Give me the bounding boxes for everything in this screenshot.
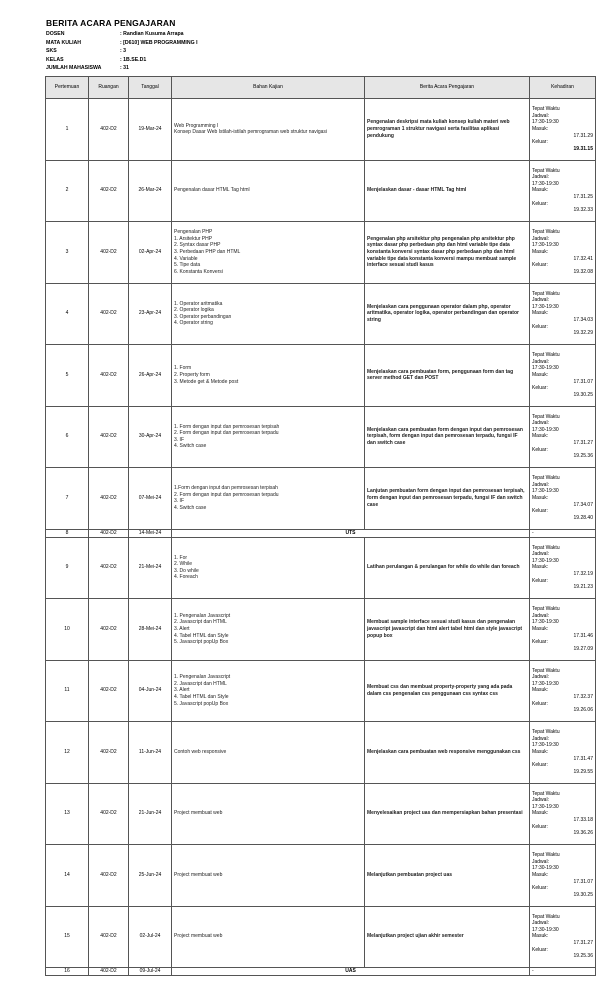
cell-kehadiran [530,783,596,845]
bahan-line: 1.Form dengan input dan pemrosesan terpisah [174,485,278,492]
checkout-label: Keluar: [532,885,548,892]
bahan-line: 2. Form dengan input dan pemrosesan terpadu [174,491,279,498]
cell-kehadiran [530,660,596,722]
cell-berita-acara: Menjelaskan cara penggunaan operator dalam php, operator aritmatika, operator logika, operator perbandingan dan operator string [365,283,530,345]
bahan-line: 3. Alert [174,625,190,632]
bahan-line: 2. Syntax dasar PHP [174,242,221,249]
cell-kehadiran-dash: - [530,968,596,976]
info-key: SKS [46,48,57,55]
schedule-label: Jadwal: [532,481,549,488]
cell-tanggal: 30-Apr-24 [129,406,172,468]
table-row [46,845,596,907]
cell-pertemuan: 1 [46,99,89,161]
cell-bahan-kajian [172,845,365,907]
schedule-label: Jadwal: [532,235,549,242]
bahan-line: 4. Tabel HTML dan Style [174,694,229,701]
bahan-line: 1. Form dengan input dan pemrosesan terpisah [174,423,280,430]
bahan-line: 3. Do while [174,567,199,574]
checkout-label: Keluar: [532,823,548,830]
checkout-label: Keluar: [532,508,548,515]
cell-berita-acara: Menyelesaikan project uas dan mempersiapkan bahan presentasi [365,783,530,845]
cell-bahan-kajian [172,537,365,599]
cell-pertemuan: 16 [46,968,89,976]
bahan-line: 6. Konstanta Konversi [174,268,223,275]
info-value: : 1B.SE.D1 [120,56,147,63]
cell-berita-acara: Menjelaskan dasar - dasar HTML Tag html [365,160,530,222]
checkout-time: 19.31.15 [573,145,593,152]
cell-berita-acara: Pengenalan php arsitektur php pengenalan php arsitektur php syntax dasar php perbedaan php dan html variable tipe data konstanta konversi syntax dasar php perbedaan php dan html variable tipe data konstanta konversi mampu membuat sample interface sesuai studi kasus [365,222,530,284]
cell-berita-acara: Pengenalan deskripsi mata kuliah konsep kuliah materi web pemrograman 1 struktur navigasi serta fasilitas aplikasi pendukung [365,99,530,161]
cell-ruangan: 402-D2 [89,968,129,976]
cell-pertemuan: 5 [46,345,89,407]
checkout-time: 19.32.29 [573,330,593,337]
schedule-time: 17:30-19:30 [532,680,559,687]
cell-ruangan: 402-D2 [89,599,129,661]
bahan-line: 4. Variable [174,255,198,262]
cell-pertemuan: 12 [46,722,89,784]
attendance-status: Tepat Waktu [532,167,560,174]
bahan-line: 2. Form dengan input dan pemrosesan terpadu [174,430,279,437]
checkout-time: 19.30.25 [573,891,593,898]
cell-pertemuan: 4 [46,283,89,345]
schedule-label: Jadwal: [532,420,549,427]
schedule-label: Jadwal: [532,358,549,365]
cell-exam-label: UTS [172,529,530,537]
cell-pertemuan: 7 [46,468,89,530]
checkout-label: Keluar: [532,262,548,269]
checkin-time: 17.31.27 [573,440,593,447]
bahan-line: 3. IF [174,436,185,443]
header-pertemuan: Pertemuan [46,77,89,99]
cell-ruangan: 402-D2 [89,537,129,599]
bahan-line: 3. Alert [174,687,190,694]
schedule-time: 17:30-19:30 [532,557,559,564]
cell-berita-acara: Melanjutkan project ujian akhir semester [365,906,530,968]
table-header-row [46,77,596,99]
cell-pertemuan: 14 [46,845,89,907]
cell-bahan-kajian [172,99,365,161]
attendance-status: Tepat Waktu [532,352,560,359]
bahan-line: 1. Operator aritmatika [174,300,223,307]
cell-ruangan: 402-D2 [89,160,129,222]
cell-berita-acara: Menjelaskan cara pembuatan web responsive menggunakan css [365,722,530,784]
document-title: BERITA ACARA PENGAJARAN [46,18,176,28]
cell-berita-acara: Lanjutan pembuatan form dengan input dan pemrosesan terpisah, form dengan input dan pemrosesan terpadu, fungsi IF dan switch case [365,468,530,530]
checkout-time: 19.26.06 [573,707,593,714]
checkout-label: Keluar: [532,200,548,207]
bahan-line: 5. Javascript popUp Box [174,700,229,707]
attendance-status: Tepat Waktu [532,852,560,859]
cell-tanggal: 07-Mei-24 [129,468,172,530]
checkout-time: 19.25.36 [573,953,593,960]
checkin-label: Masuk: [532,810,549,817]
cell-bahan-kajian [172,722,365,784]
schedule-label: Jadwal: [532,297,549,304]
table-row [46,660,596,722]
cell-bahan-kajian [172,660,365,722]
cell-ruangan: 402-D2 [89,845,129,907]
cell-kehadiran [530,537,596,599]
cell-kehadiran [530,845,596,907]
cell-kehadiran [530,599,596,661]
cell-pertemuan: 9 [46,537,89,599]
bahan-line: Project membuat web [174,810,223,817]
schedule-label: Jadwal: [532,674,549,681]
schedule-time: 17:30-19:30 [532,865,559,872]
checkin-label: Masuk: [532,433,549,440]
checkout-label: Keluar: [532,762,548,769]
bahan-line: Konsep Dasar Web Istilah-istilah pemrograman web struktur navigasi [174,129,328,136]
schedule-label: Jadwal: [532,735,549,742]
cell-berita-acara: Menjelaskan cara pembuatan form, penggunaan form dan tag server method GET dan POST [365,345,530,407]
cell-tanggal: 26-Mar-24 [129,160,172,222]
bahan-line: 1. Arsitektur PHP [174,235,213,242]
header-bahan-kajian: Bahan Kajian [172,77,365,99]
schedule-label: Jadwal: [532,920,549,927]
bahan-line: 1. Form [174,365,192,372]
bahan-line: Project membuat web [174,933,223,940]
cell-berita-acara: Latihan perulangan & perulangan for while do while dan foreach [365,537,530,599]
bahan-line: 2. While [174,561,193,568]
checkin-label: Masuk: [532,933,549,940]
header-ruangan: Ruangan [89,77,129,99]
bahan-line: 4. Tabel HTML dan Style [174,632,229,639]
checkout-label: Keluar: [532,385,548,392]
attendance-status: Tepat Waktu [532,606,560,613]
checkin-label: Masuk: [532,125,549,132]
attendance-status: Tepat Waktu [532,667,560,674]
schedule-time: 17:30-19:30 [532,742,559,749]
table-row [46,722,596,784]
bahan-line: 1. Pengenalan Javascript [174,674,231,681]
cell-exam-label: UAS [172,968,530,976]
table-row [46,283,596,345]
info-key: DOSEN [46,31,65,37]
info-row-kelas [46,56,320,65]
cell-bahan-kajian [172,222,365,284]
checkin-time: 17.32.19 [573,571,593,578]
bahan-line: Web Programming I [174,122,219,129]
checkin-label: Masuk: [532,748,549,755]
cell-kehadiran [530,345,596,407]
schedule-time: 17:30-19:30 [532,619,559,626]
bahan-line: 5. Tipe data [174,262,201,269]
attendance-status: Tepat Waktu [532,290,560,297]
checkout-label: Keluar: [532,323,548,330]
cell-ruangan: 402-D2 [89,468,129,530]
cell-ruangan: 402-D2 [89,406,129,468]
cell-kehadiran-dash: - [530,529,596,537]
checkout-label: Keluar: [532,700,548,707]
table-row [46,537,596,599]
info-key: MATA KULIAH [46,39,82,46]
table-row [46,468,596,530]
bahan-line: 3. Metode get & Metode post [174,378,239,385]
cell-pertemuan: 3 [46,222,89,284]
bahan-line: 4. Operator string [174,320,213,327]
cell-tanggal: 28-Mei-24 [129,599,172,661]
cell-kehadiran [530,283,596,345]
cell-berita-acara: Melanjutkan pembuatan project uas [365,845,530,907]
checkout-time: 19.27.09 [573,645,593,652]
cell-pertemuan: 13 [46,783,89,845]
cell-tanggal: 26-Apr-24 [129,345,172,407]
cell-bahan-kajian [172,783,365,845]
table-body [46,99,596,976]
checkin-time: 17.31.29 [573,132,593,139]
bahan-line: 2. Property form [174,371,210,378]
checkin-label: Masuk: [532,494,549,501]
cell-tanggal: 04-Jun-24 [129,660,172,722]
schedule-time: 17:30-19:30 [532,803,559,810]
cell-kehadiran [530,906,596,968]
checkin-label: Masuk: [532,248,549,255]
checkout-time: 19.28.40 [573,514,593,521]
info-row-dosen [46,30,320,39]
bahan-line: 3. Operator perbandingan [174,313,232,320]
cell-ruangan: 402-D2 [89,222,129,284]
cell-tanggal: 09-Jul-24 [129,968,172,976]
bahan-line: 1. For [174,554,188,561]
cell-berita-acara: Membuat css dan membuat property-property yang ada pada dalam css pengenalan css penggunaan css syntax css [365,660,530,722]
checkin-time: 17.32.41 [573,255,593,262]
cell-ruangan: 402-D2 [89,345,129,407]
cell-tanggal: 23-Apr-24 [129,283,172,345]
attendance-status: Tepat Waktu [532,229,560,236]
bahan-line: 2. Javascript dan HTML [174,680,227,687]
cell-ruangan: 402-D2 [89,783,129,845]
cell-bahan-kajian [172,599,365,661]
attendance-status: Tepat Waktu [532,913,560,920]
cell-bahan-kajian [172,906,365,968]
cell-tanggal: 21-Mei-24 [129,537,172,599]
header-tanggal: Tanggal [129,77,172,99]
checkin-label: Masuk: [532,564,549,571]
cell-kehadiran [530,99,596,161]
checkout-label: Keluar: [532,446,548,453]
schedule-label: Jadwal: [532,858,549,865]
table-row [46,406,596,468]
cell-bahan-kajian [172,160,365,222]
info-row-mata-kuliah [46,39,320,48]
bahan-line: Project membuat web [174,871,223,878]
cell-ruangan: 402-D2 [89,283,129,345]
checkin-label: Masuk: [532,687,549,694]
bahan-line: 2. Javascript dan HTML [174,619,227,626]
attendance-status: Tepat Waktu [532,413,560,420]
table-row [46,529,596,537]
bahan-line: 3. IF [174,498,185,505]
bahan-line: Contoh web responsive [174,748,227,755]
attendance-status: Tepat Waktu [532,544,560,551]
checkin-time: 17.31.27 [573,940,593,947]
cell-bahan-kajian [172,406,365,468]
schedule-time: 17:30-19:30 [532,303,559,310]
checkin-label: Masuk: [532,871,549,878]
table-row [46,968,596,976]
checkin-time: 17.31.07 [573,878,593,885]
checkin-time: 17.34.03 [573,317,593,324]
schedule-time: 17:30-19:30 [532,488,559,495]
cell-pertemuan: 2 [46,160,89,222]
bahan-line: 3. Perbedaan PHP dan HTML [174,248,241,255]
cell-tanggal: 19-Mar-24 [129,99,172,161]
header-berita-acara: Berita Acara Pengajaran [365,77,530,99]
bahan-line: 4. Switch case [174,443,207,450]
bahan-line: 2. Operator logika [174,307,214,314]
checkin-time: 17.34.07 [573,501,593,508]
schedule-label: Jadwal: [532,174,549,181]
schedule-label: Jadwal: [532,551,549,558]
schedule-time: 17:30-19:30 [532,180,559,187]
checkin-time: 17.31.47 [573,755,593,762]
cell-pertemuan: 11 [46,660,89,722]
checkin-time: 17.31.07 [573,378,593,385]
cell-kehadiran [530,222,596,284]
bahan-line: 1. Pengenalan Javascript [174,612,231,619]
table-row [46,160,596,222]
checkout-time: 19.32.33 [573,207,593,214]
checkout-time: 19.25.36 [573,453,593,460]
bahan-line: Pengenalan PHP [174,229,213,236]
info-row-jumlah-mahasiswa [46,64,320,73]
cell-kehadiran [530,722,596,784]
table-row [46,906,596,968]
schedule-label: Jadwal: [532,612,549,619]
info-value: : 3 [120,48,127,55]
attendance-status: Tepat Waktu [532,790,560,797]
cell-ruangan: 402-D2 [89,99,129,161]
cell-berita-acara: Menjelaskan cara pembuatan form dengan input dan pemrosesan terpisah, form dengan input dan pemrosesan terpadu, fungsi IF dan switch case [365,406,530,468]
checkout-time: 19.29.55 [573,768,593,775]
info-key: JUMLAH MAHASISWA [46,65,102,72]
table-row [46,222,596,284]
cell-kehadiran [530,468,596,530]
checkout-label: Keluar: [532,946,548,953]
table-row [46,345,596,407]
checkin-time: 17.32.37 [573,694,593,701]
cell-ruangan: 402-D2 [89,529,129,537]
cell-tanggal: 21-Jun-24 [129,783,172,845]
checkin-time: 17.31.25 [573,194,593,201]
cell-kehadiran [530,160,596,222]
cell-tanggal: 11-Jun-24 [129,722,172,784]
cell-tanggal: 14-Mei-24 [129,529,172,537]
info-value: : 31 [120,65,129,72]
cell-bahan-kajian [172,345,365,407]
schedule-time: 17:30-19:30 [532,242,559,249]
attendance-status: Tepat Waktu [532,729,560,736]
cell-ruangan: 402-D2 [89,906,129,968]
info-row-sks [46,47,320,56]
course-info [46,30,320,73]
checkout-label: Keluar: [532,639,548,646]
cell-ruangan: 402-D2 [89,660,129,722]
cell-tanggal: 02-Jul-24 [129,906,172,968]
cell-berita-acara: Membuat sample interface sesuai studi kasus dan pengenalan javascript javascript dan html alert tabel html dan style javascript popup box [365,599,530,661]
checkout-time: 19.30.25 [573,391,593,398]
schedule-time: 17:30-19:30 [532,926,559,933]
schedule-time: 17:30-19:30 [532,426,559,433]
attendance-table [45,76,596,976]
cell-tanggal: 25-Jun-24 [129,845,172,907]
checkout-time: 19.21.23 [573,584,593,591]
table-row [46,783,596,845]
checkout-label: Keluar: [532,577,548,584]
schedule-time: 17:30-19:30 [532,365,559,372]
bahan-line: 4. Foreach [174,574,198,581]
attendance-status: Tepat Waktu [532,106,560,113]
checkout-time: 19.32.08 [573,268,593,275]
checkin-time: 17.33.18 [573,817,593,824]
attendance-status: Tepat Waktu [532,475,560,482]
checkin-label: Masuk: [532,625,549,632]
bahan-line: 5. Javascript popUp Box [174,639,229,646]
table-row [46,599,596,661]
schedule-label: Jadwal: [532,797,549,804]
table-row [46,99,596,161]
checkout-time: 19.36.26 [573,830,593,837]
checkin-label: Masuk: [532,310,549,317]
bahan-line: Pengenalan dasar HTML Tag html [174,187,250,194]
cell-pertemuan: 6 [46,406,89,468]
cell-pertemuan: 10 [46,599,89,661]
cell-bahan-kajian [172,283,365,345]
cell-bahan-kajian [172,468,365,530]
info-key: KELAS [46,56,64,63]
cell-kehadiran [530,406,596,468]
cell-ruangan: 402-D2 [89,722,129,784]
cell-tanggal: 02-Apr-24 [129,222,172,284]
cell-pertemuan: 8 [46,529,89,537]
checkin-label: Masuk: [532,187,549,194]
checkin-label: Masuk: [532,371,549,378]
info-value: : [D610] WEB PROGRAMMING I [120,39,198,46]
checkin-time: 17.31.46 [573,632,593,639]
info-value: : Randian Kusuma Arrapa [120,31,184,37]
header-kehadiran: Kehadiran [530,77,596,99]
schedule-label: Jadwal: [532,112,549,119]
bahan-line: 4. Switch case [174,504,207,511]
checkout-label: Keluar: [532,139,548,146]
cell-pertemuan: 15 [46,906,89,968]
schedule-time: 17:30-19:30 [532,119,559,126]
